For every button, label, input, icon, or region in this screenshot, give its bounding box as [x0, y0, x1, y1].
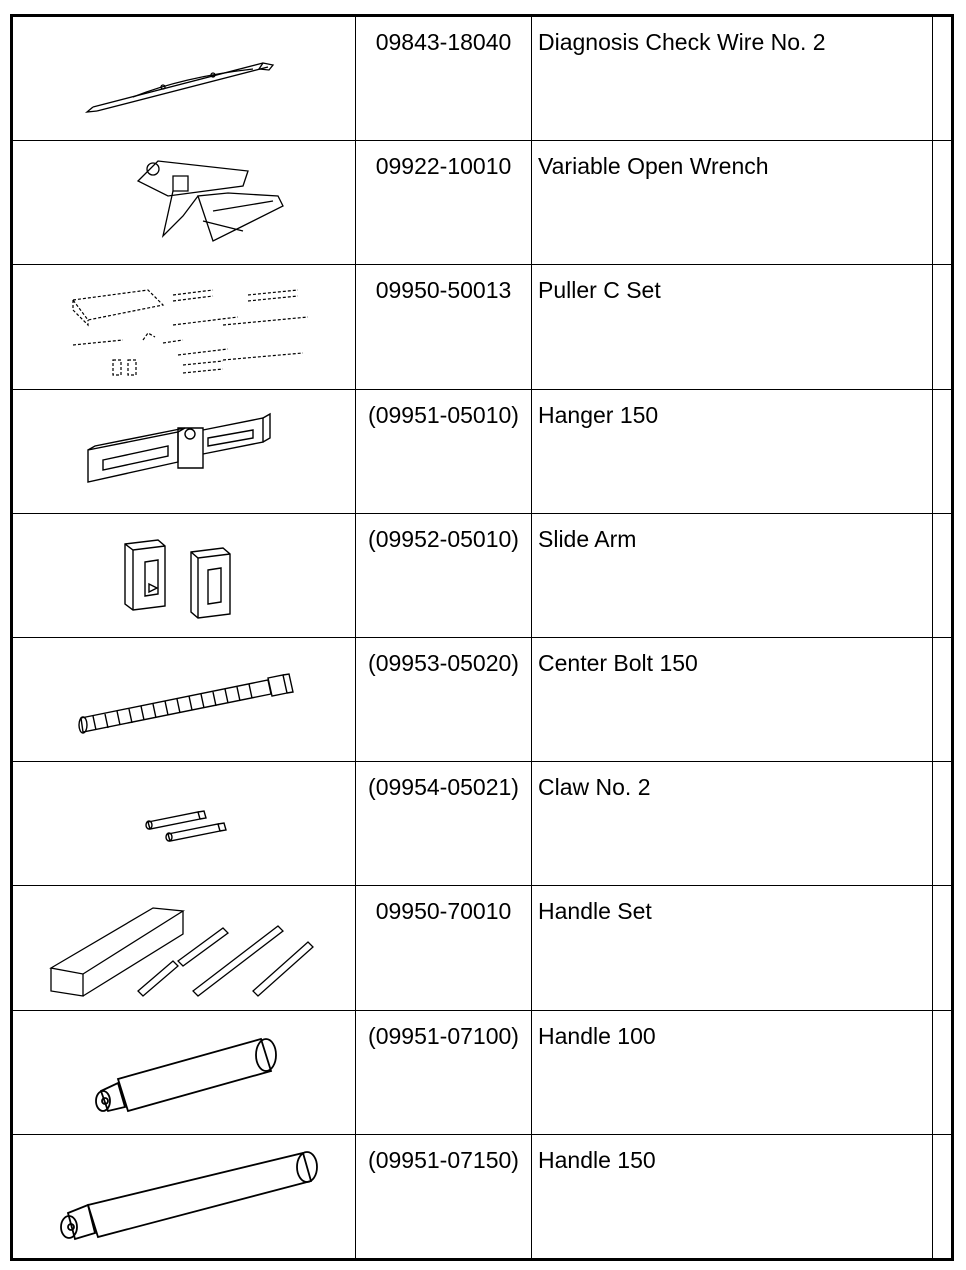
- center-bolt-icon: [13, 638, 357, 761]
- table-row: [12, 637, 953, 761]
- handle-100-icon: [13, 1011, 357, 1134]
- blank-cell: [933, 1134, 953, 1259]
- part-number: (09951-05010): [356, 389, 532, 513]
- tool-illustration: [12, 762, 356, 886]
- blank-cell: [933, 141, 953, 265]
- table-row: [12, 762, 953, 886]
- handle-set-icon: [13, 886, 357, 1009]
- blank-cell: [933, 886, 953, 1010]
- tool-name: Handle Set: [532, 886, 933, 1010]
- part-number: (09953-05020): [356, 637, 532, 761]
- sst-tool-table: [10, 14, 954, 1261]
- tool-name: Slide Arm: [532, 513, 933, 637]
- part-number: (09951-07150): [356, 1134, 532, 1259]
- table-row: [12, 389, 953, 513]
- table-row: [12, 886, 953, 1010]
- blank-cell: [933, 513, 953, 637]
- tool-name: Handle 100: [532, 1010, 933, 1134]
- tool-illustration: [12, 141, 356, 265]
- table-row: [12, 141, 953, 265]
- tool-name: Claw No. 2: [532, 762, 933, 886]
- handle-150-icon: [13, 1135, 357, 1258]
- check-wire-icon: [13, 17, 357, 140]
- blank-cell: [933, 762, 953, 886]
- tool-name: Hanger 150: [532, 389, 933, 513]
- slide-arm-icon: [13, 514, 357, 637]
- part-number: (09954-05021): [356, 762, 532, 886]
- tool-illustration: [12, 886, 356, 1010]
- puller-set-icon: [13, 265, 357, 388]
- tool-name: Handle 150: [532, 1134, 933, 1259]
- blank-cell: [933, 389, 953, 513]
- tool-illustration: [12, 513, 356, 637]
- blank-cell: [933, 1010, 953, 1134]
- tool-illustration: [12, 389, 356, 513]
- blank-cell: [933, 637, 953, 761]
- part-number: 09950-70010: [356, 886, 532, 1010]
- part-number: (09951-07100): [356, 1010, 532, 1134]
- tool-illustration: [12, 1010, 356, 1134]
- part-number: (09952-05010): [356, 513, 532, 637]
- tool-illustration: [12, 1134, 356, 1259]
- wrench-icon: [13, 141, 357, 264]
- tool-illustration: [12, 265, 356, 389]
- table-row: [12, 16, 953, 141]
- tool-illustration: [12, 637, 356, 761]
- table-row: [12, 265, 953, 389]
- claw-icon: [13, 762, 357, 885]
- table-row: [12, 1010, 953, 1134]
- tool-name: Center Bolt 150: [532, 637, 933, 761]
- hanger-icon: [13, 390, 357, 513]
- tool-name: Puller C Set: [532, 265, 933, 389]
- tool-name: Variable Open Wrench: [532, 141, 933, 265]
- blank-cell: [933, 265, 953, 389]
- table-row: [12, 1134, 953, 1259]
- part-number: 09922-10010: [356, 141, 532, 265]
- tool-illustration: [12, 16, 356, 141]
- blank-cell: [933, 16, 953, 141]
- table-row: [12, 513, 953, 637]
- part-number: 09950-50013: [356, 265, 532, 389]
- tool-name: Diagnosis Check Wire No. 2: [532, 16, 933, 141]
- part-number: 09843-18040: [356, 16, 532, 141]
